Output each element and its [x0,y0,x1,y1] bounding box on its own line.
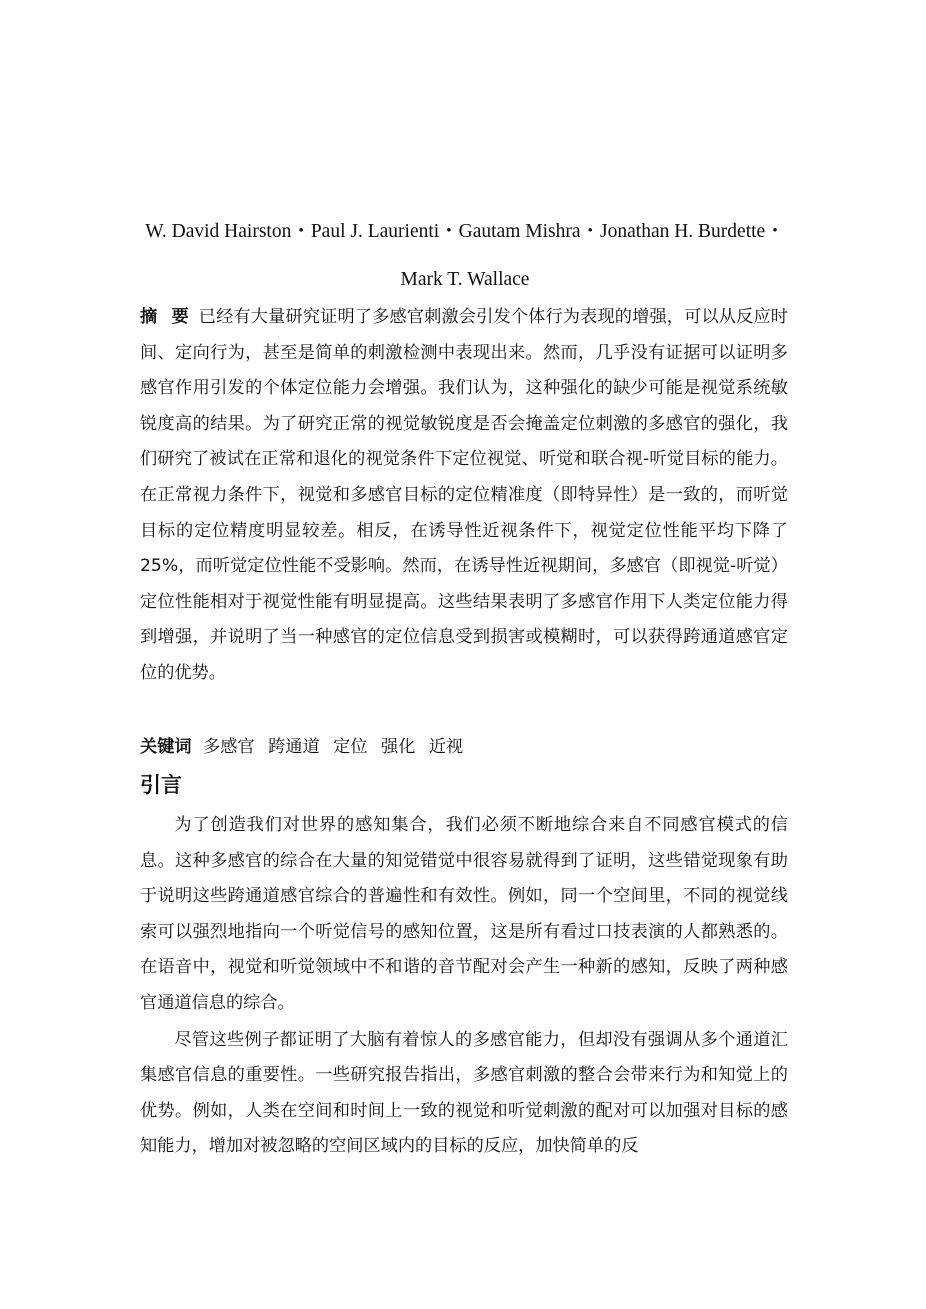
keyword: 近视 [428,737,464,757]
keyword: 跨通道 [268,737,320,757]
abstract-section [140,300,788,692]
keywords-label: 关键词 [140,737,192,757]
keyword: 强化 [381,737,416,757]
keywords-section [140,732,788,762]
paragraph: 为了创造我们对世界的感知集合，我们必须不断地综合来自不同感官模式的信息。这种多感官的综合在大量的知觉错觉中很容易就得到了证明，这些错觉现象有助于说明这些跨通道感官综合的普遍性和有效性。例如，同一个空间里，不同的视觉线索可以强烈地指向一个听觉信号的感知位置，这是所有看过口技表演的人都熟悉的。在语音中，视觉和听觉领域中不和谐的音节配对会产生一种新的感知，反映了两种感官通道信息的综合。 [140,815,788,1013]
keyword: 多感官 [203,737,255,757]
paragraph: 尽管这些例子都证明了大脑有着惊人的多感官能力，但却没有强调从多个通道汇集感官信息的重要性。一些研究报告指出，多感官刺激的整合会带来行为和知觉上的优势。例如，人类在空间和时间上一致的视觉和听觉刺激的配对可以加强对目标的感知能力，增加对被忽略的空间区域内的目标的反应，加快简单的反 [140,1029,788,1157]
abstract-text: 已经有大量研究证明了多感官刺激会引发个体行为表现的增强，可以从反应时间、定向行为，甚至是简单的刺激检测中表现出来。然而，几乎没有证据可以证明多感官作用引发的个体定位能力会增强。我们认为，这种强化的缺少可能是视觉系统敏锐度高的结果。为了研究正常的视觉敏锐度是否会掩盖定位刺激的多感官的强化，我们研究了被试在正常和退化的视觉条件下定位视觉、听觉和联合视-听觉目标的能力。在正常视力条件下，视觉和多感官目标的定位精准度（即特异性）是一致的，而听觉目标的定位精度明显较差。相反，在诱导性近视条件下，视觉定位性能平均下降了 25%，而听觉定位性能不受影响。然而，在诱导性近视期间，多感官（即视觉-听觉）定位性能相对于视觉性能有明显提高。这些结果表明了多感官作用下人类定位能力得到增强，并说明了当一种感官的定位信息受到损害或模糊时，可以获得跨通道感官定位的优势。 [140,307,788,683]
author-list: W. David Hairston・Paul J. Laurienti・Gautam Mishra・Jonathan H. Burdette・Mark T. Wallace [145,221,785,290]
introduction-body [140,808,788,1165]
introduction-heading: 引言 [140,773,182,797]
keyword: 定位 [333,737,368,757]
abstract-label: 摘 要 [140,307,193,327]
